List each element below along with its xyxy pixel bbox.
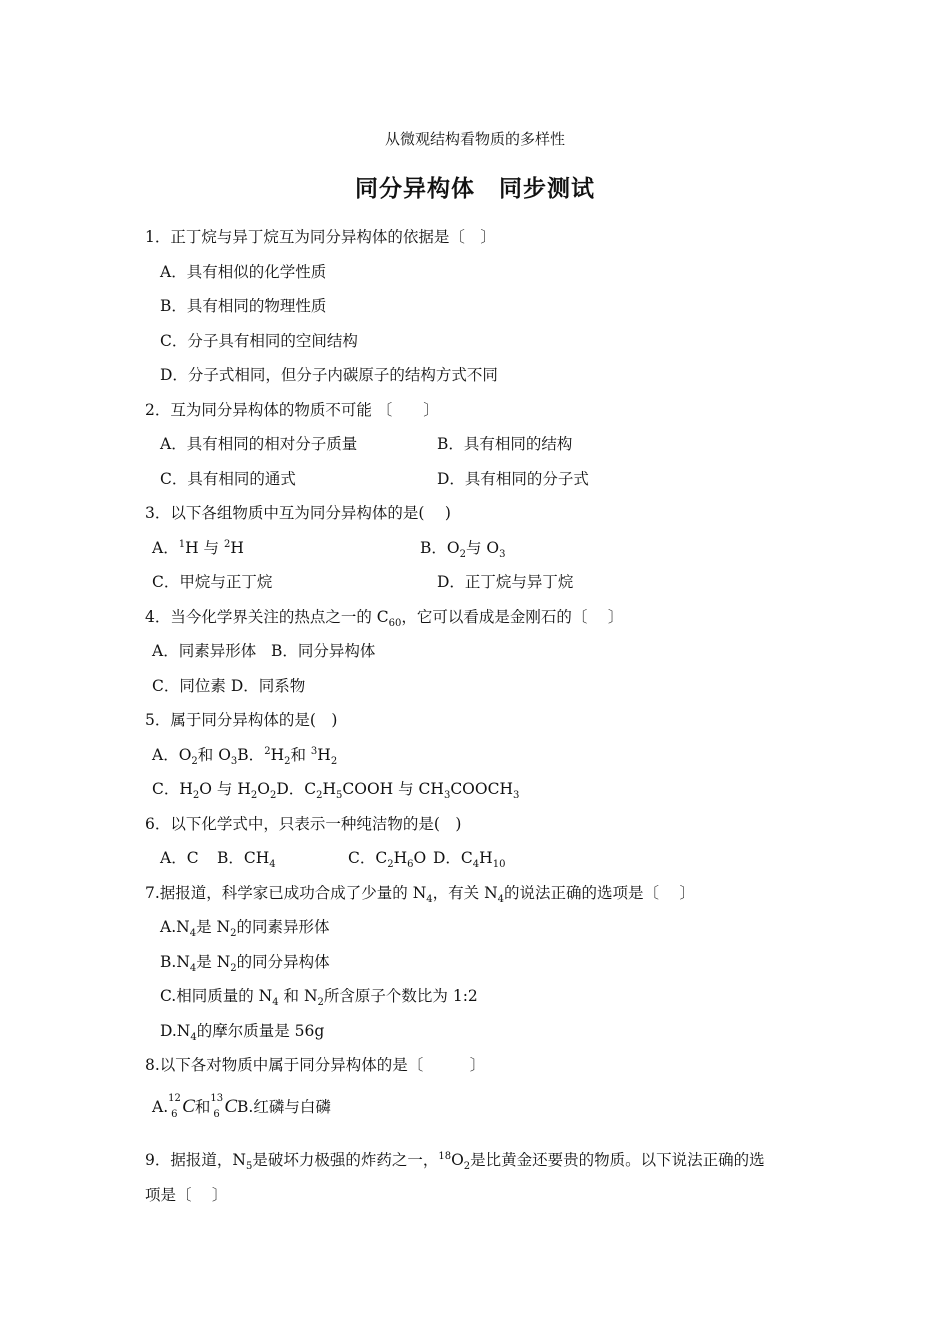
question-7-option-d: $D.N_4$的摩尔质量是 56g bbox=[160, 1022, 325, 1044]
question-5-options-cd: C．$H_2O$ 与 $H_2O_2D$．$C_2H_5COOH$ 与 $CH_3COOCH_3$ bbox=[152, 780, 520, 802]
question-8-option-a: A. 12 6 C和 13 6 C bbox=[152, 1093, 238, 1120]
question-1-option-c: C．分子具有相同的空间结构 bbox=[160, 332, 358, 350]
question-8-stem: 8.以下各对物质中属于同分异构体的是〔 〕 bbox=[145, 1056, 486, 1074]
question-8-option-b: B.红磷与白磷 bbox=[237, 1098, 331, 1116]
question-3-stem: 3．以下各组物质中互为同分异构体的是( ) bbox=[145, 504, 451, 522]
question-1-option-b: B．具有相同的物理性质 bbox=[160, 297, 327, 315]
isotope-notation: 13 6 bbox=[210, 1093, 224, 1120]
question-7-option-b: $B.N_4$是 $N_2$的同分异构体 bbox=[160, 953, 330, 975]
question-3-option-c: C．甲烷与正丁烷 bbox=[152, 573, 273, 591]
question-5-options-ab: A．$O_2$和 $O_3B$．$^2H_2$和 $^3H_2$ bbox=[152, 745, 338, 768]
question-3-option-a: A．$^1$H 与 $^2$H bbox=[152, 538, 244, 557]
question-5-stem: 5．属于同分异构体的是( ) bbox=[145, 711, 338, 729]
question-9-stem-line1: 9．据报道，$N_5$是破坏力极强的炸药之一，$^{18}O_2$是比黄金还要贵的物质。以下说法正确的选 bbox=[145, 1150, 765, 1173]
question-2-option-c: C．具有相同的通式 bbox=[160, 470, 296, 488]
question-7-option-a: $A.N_4$是 $N_2$的同素异形体 bbox=[160, 918, 330, 940]
question-8-options bbox=[152, 1094, 331, 1120]
question-2-option-a: A．具有相同的相对分子质量 bbox=[160, 435, 358, 453]
isotope-notation: 12 6 bbox=[168, 1093, 181, 1120]
question-4-stem: 4．当今化学界关注的热点之一的 $C_{60}$，它可以看成是金刚石的〔 〕 bbox=[145, 608, 624, 630]
question-1-option-a: A．具有相似的化学性质 bbox=[160, 263, 327, 281]
question-1-option-d: D．分子式相同，但分子内碳原子的结构方式不同 bbox=[160, 366, 498, 384]
question-4-options-cd: C．同位素 D．同系物 bbox=[152, 677, 306, 695]
question-7-option-c: C.相同质量的 $N_4$ 和 $N_2$所含原子个数比为 1:2 bbox=[160, 987, 478, 1009]
question-3-option-b: B．$O_2$与 $O_3$ bbox=[420, 539, 506, 561]
question-1-stem: 1．正丁烷与异丁烷互为同分异构体的依据是〔 〕 bbox=[145, 228, 496, 246]
question-6-option-d: D．$C_4H_{10}$ bbox=[433, 849, 506, 871]
question-7-stem: 7.据报道，科学家已成功合成了少量的 $N_4$，有关 $N_4$的说法正确的选项是〔 〕 bbox=[145, 884, 695, 906]
question-6-option-b: B．$CH_4$ bbox=[217, 849, 276, 871]
question-3-option-d: D．正丁烷与异丁烷 bbox=[437, 573, 574, 591]
question-9-stem-line2: 项是〔 〕 bbox=[145, 1186, 228, 1204]
question-4-options-ab: A．同素异形体 B．同分异构体 bbox=[152, 642, 376, 660]
question-6-option-c: C．$C_2H_6O$ bbox=[348, 849, 427, 871]
question-2-stem: 2．互为同分异构体的物质不可能 〔 〕 bbox=[145, 401, 439, 419]
question-6-option-a: A．C bbox=[160, 849, 199, 867]
question-2-option-b: B．具有相同的结构 bbox=[437, 435, 573, 453]
doc-subtitle: 从微观结构看物质的多样性 bbox=[384, 130, 565, 148]
question-6-stem: 6．以下化学式中，只表示一种纯洁物的是( ) bbox=[145, 815, 462, 833]
doc-title: 同分异构体 同步测试 bbox=[355, 176, 595, 202]
question-2-option-d: D．具有相同的分子式 bbox=[437, 470, 589, 488]
